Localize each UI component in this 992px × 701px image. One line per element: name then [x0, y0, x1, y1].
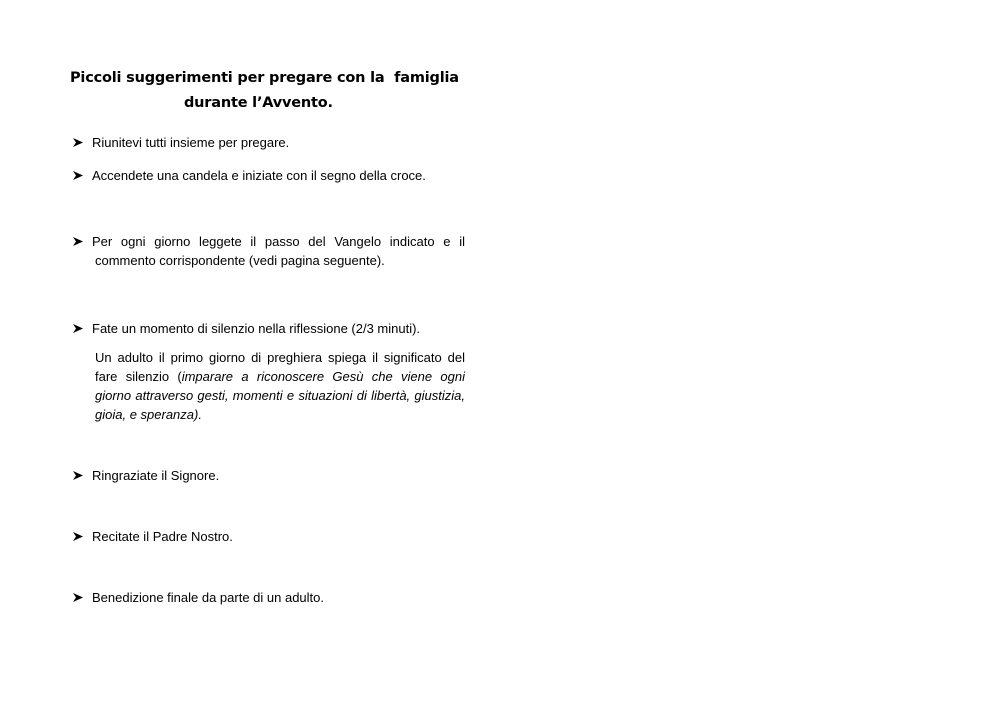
list-item-text: Accendete una candela e iniziate con il segno della croce.	[92, 168, 426, 183]
list-item-text: Fate un momento di silenzio nella riflessione (2/3 minuti).	[92, 321, 421, 336]
page-title	[70, 66, 490, 116]
title-line-2: durante l’Avvento.	[184, 95, 333, 111]
list-item-text: Riunitevi tutti insieme per pregare.	[92, 135, 290, 150]
list-item	[73, 527, 465, 546]
arrowhead-bullet-icon	[73, 319, 87, 338]
list-item-text-line-2: commento corrispondente (vedi pagina seguente).	[95, 253, 385, 268]
reflection-paragraph	[95, 348, 465, 424]
reflection-italic-text: imparare a riconoscere Gesù che viene ogni giorno attraverso gesti, momenti e situazioni di libertà, giustizia, gioia, e speranza).	[95, 369, 465, 422]
list-item-text: Recitate il Padre Nostro.	[92, 529, 233, 544]
arrowhead-bullet-icon	[73, 466, 87, 485]
list-item	[73, 466, 465, 485]
arrowhead-bullet-icon	[73, 527, 87, 546]
list-item-text-line-1: Per ogni giorno leggete il passo del Vangelo indicato e il	[92, 234, 465, 249]
arrowhead-bullet-icon	[73, 133, 87, 152]
arrowhead-bullet-icon	[73, 588, 87, 607]
list-item	[73, 319, 465, 338]
list-item-text	[92, 232, 465, 270]
arrowhead-bullet-icon	[73, 166, 87, 185]
list-item	[73, 133, 465, 152]
title-line-1: Piccoli suggerimenti per pregare con la famiglia	[70, 70, 459, 86]
list-item	[73, 588, 465, 607]
list-item-text: Benedizione finale da parte di un adulto.	[92, 590, 325, 605]
list-item-text: Ringraziate il Signore.	[92, 468, 220, 483]
list-item	[73, 232, 465, 270]
reflection-normal-text: Un adulto il primo giorno di preghiera spiega il significato del fare silenzio (	[95, 350, 465, 384]
list-item	[73, 166, 465, 185]
arrowhead-bullet-icon	[73, 232, 87, 251]
